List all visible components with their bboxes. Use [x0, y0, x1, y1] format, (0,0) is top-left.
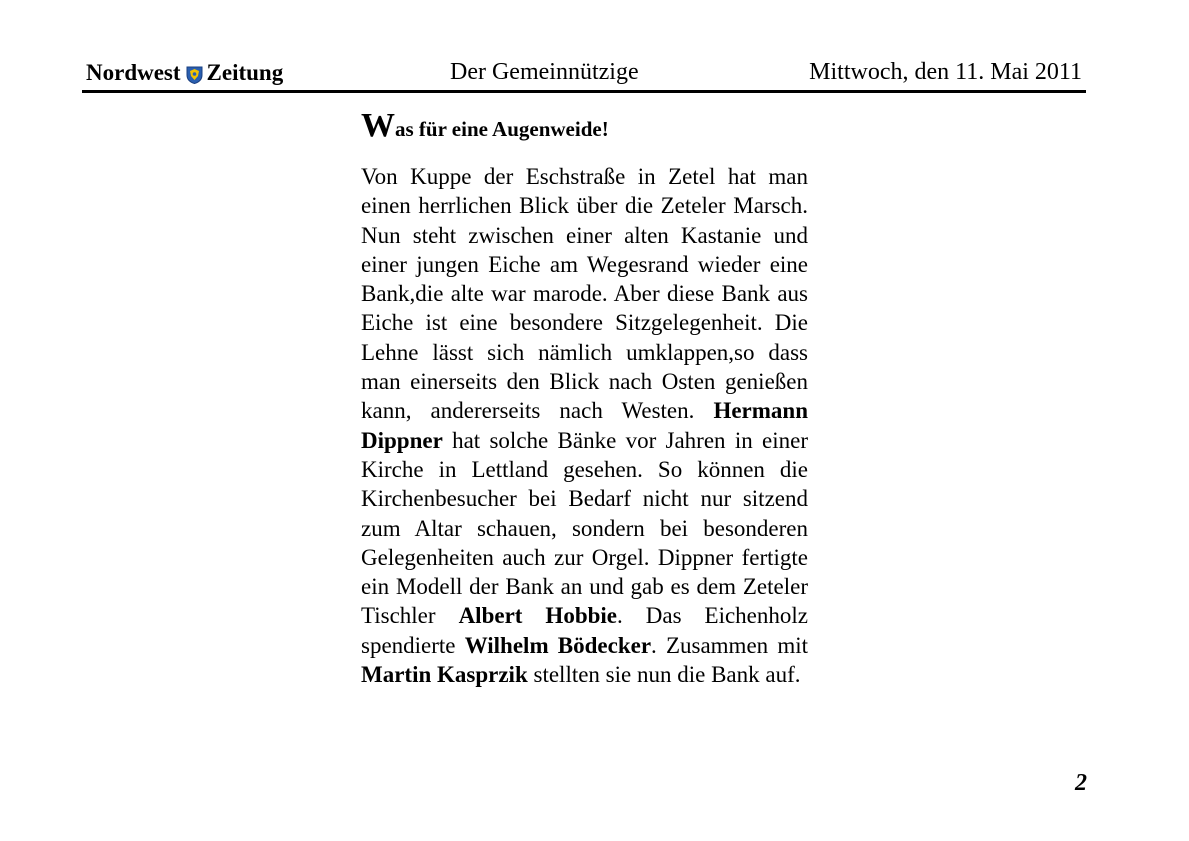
- section-title: Der Gemeinnützige: [450, 59, 639, 85]
- headline-text: as für eine Augenweide!: [395, 117, 609, 141]
- body-segment: . Zusammen mit: [651, 632, 808, 658]
- article: [361, 106, 808, 689]
- article-headline: [361, 106, 808, 149]
- person-name: Wilhelm Bödecker: [464, 632, 652, 658]
- article-body: [361, 162, 808, 689]
- page-header: [82, 58, 1086, 93]
- body-segment: . Das Eichenholz spendierte: [361, 603, 808, 658]
- person-name: Martin Kasprzik: [361, 662, 528, 688]
- newspaper-name-part1: Nordwest: [86, 60, 181, 85]
- issue-date: Mittwoch, den 11. Mai 2011: [809, 59, 1082, 85]
- person-name: Hermann Dippner: [361, 398, 808, 453]
- page-number: 2: [1075, 770, 1087, 796]
- coat-of-arms-icon: [186, 64, 203, 82]
- person-name: Albert Hobbie: [458, 603, 618, 629]
- newspaper-name: [86, 60, 283, 86]
- body-segment: stellten sie nun die Bank auf.: [527, 662, 801, 688]
- body-segment: Von Kuppe der Eschstraße in Zetel hat man einen herrlichen Blick über die Zeteler Marsch. Nun steht zwischen einer alten Kastanie und einer jungen Eiche am Wegesrand wieder eine Bank,die alte war marode. Aber diese Bank aus Eiche ist eine besondere Sitzgelegenheit. Die Lehne lässt sich nämlich umklappen,so dass man einerseits den Blick nach Osten genießen kann, andererseits nach Westen.: [361, 164, 808, 424]
- body-segment: hat solche Bänke vor Jahren in einer Kirche in Lettland gesehen. So können die Kirchenbesucher bei Bedarf nicht nur sitzend zum Altar schauen, sondern bei besonderen Gelegenheiten auch zur Orgel. Dippner fertigte ein Modell der Bank an und gab es dem Zeteler Tischler: [361, 427, 808, 629]
- newspaper-name-part2: Zeitung: [206, 60, 284, 85]
- headline-initial: W: [361, 107, 395, 144]
